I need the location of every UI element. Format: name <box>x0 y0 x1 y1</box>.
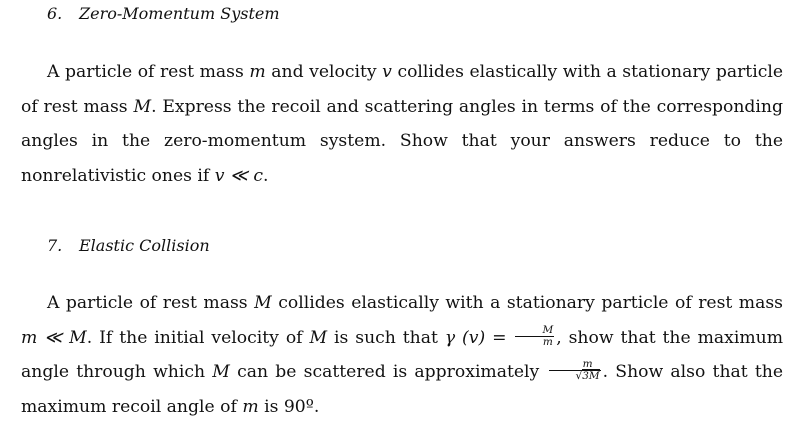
math-M: M <box>309 327 328 348</box>
sqrt-radicand: 3M <box>582 370 600 382</box>
text-run: can be scattered is approximately <box>237 362 540 382</box>
math-m: m <box>249 62 266 82</box>
text-run: is such that <box>334 327 438 348</box>
math-condition: m ≪ M <box>21 327 87 348</box>
math-m: m <box>242 396 259 417</box>
text-run: collides elastically with a stationary particle of rest mass <box>21 62 783 117</box>
fraction-M-over-m <box>515 325 554 348</box>
math-condition: v ≪ c <box>214 165 264 186</box>
problem-7-heading <box>47 236 210 255</box>
text-run: . If the initial velocity of <box>86 327 303 348</box>
sqrt-symbol: √ <box>575 370 583 382</box>
text-run: and velocity <box>271 62 377 82</box>
math-M: M <box>254 293 272 313</box>
problem-6-title: Zero-Momentum System <box>79 4 280 23</box>
problem-7-title: Elastic Collision <box>79 236 210 255</box>
math-gamma: γ (v) = <box>444 327 507 348</box>
problem-6-text <box>21 55 783 193</box>
fraction-numerator: m <box>549 359 601 371</box>
problem-6-number: 6. <box>47 4 63 23</box>
text-run: A particle of rest mass <box>47 293 248 313</box>
math-v: v <box>382 62 392 82</box>
text-run: collides elastically with a stationary particle of rest mass <box>278 293 783 313</box>
fraction-m-over-sqrt3M <box>549 359 601 382</box>
math-M: M <box>212 362 230 382</box>
problem-7-number: 7. <box>47 236 63 255</box>
fraction-denominator: m <box>542 335 553 348</box>
fraction-denominator <box>549 371 601 382</box>
problem-7-text <box>21 286 783 424</box>
math-M: M <box>133 96 152 117</box>
text-run: . Show also that the maximum recoil angle of <box>21 362 784 417</box>
text-run: is 90º. <box>264 396 320 417</box>
problem-6-heading <box>47 4 280 23</box>
text-run: A particle of rest mass <box>47 62 244 82</box>
text-run: . Express the recoil and scattering angles in terms of the corresponding angles in the zero-momentum system. Show that your answers reduce to the nonrelativistic ones if <box>21 96 784 186</box>
text-run: , show that the maximum angle through which <box>21 327 784 382</box>
text-run: . <box>263 165 269 186</box>
fraction-numerator: M <box>515 325 554 337</box>
